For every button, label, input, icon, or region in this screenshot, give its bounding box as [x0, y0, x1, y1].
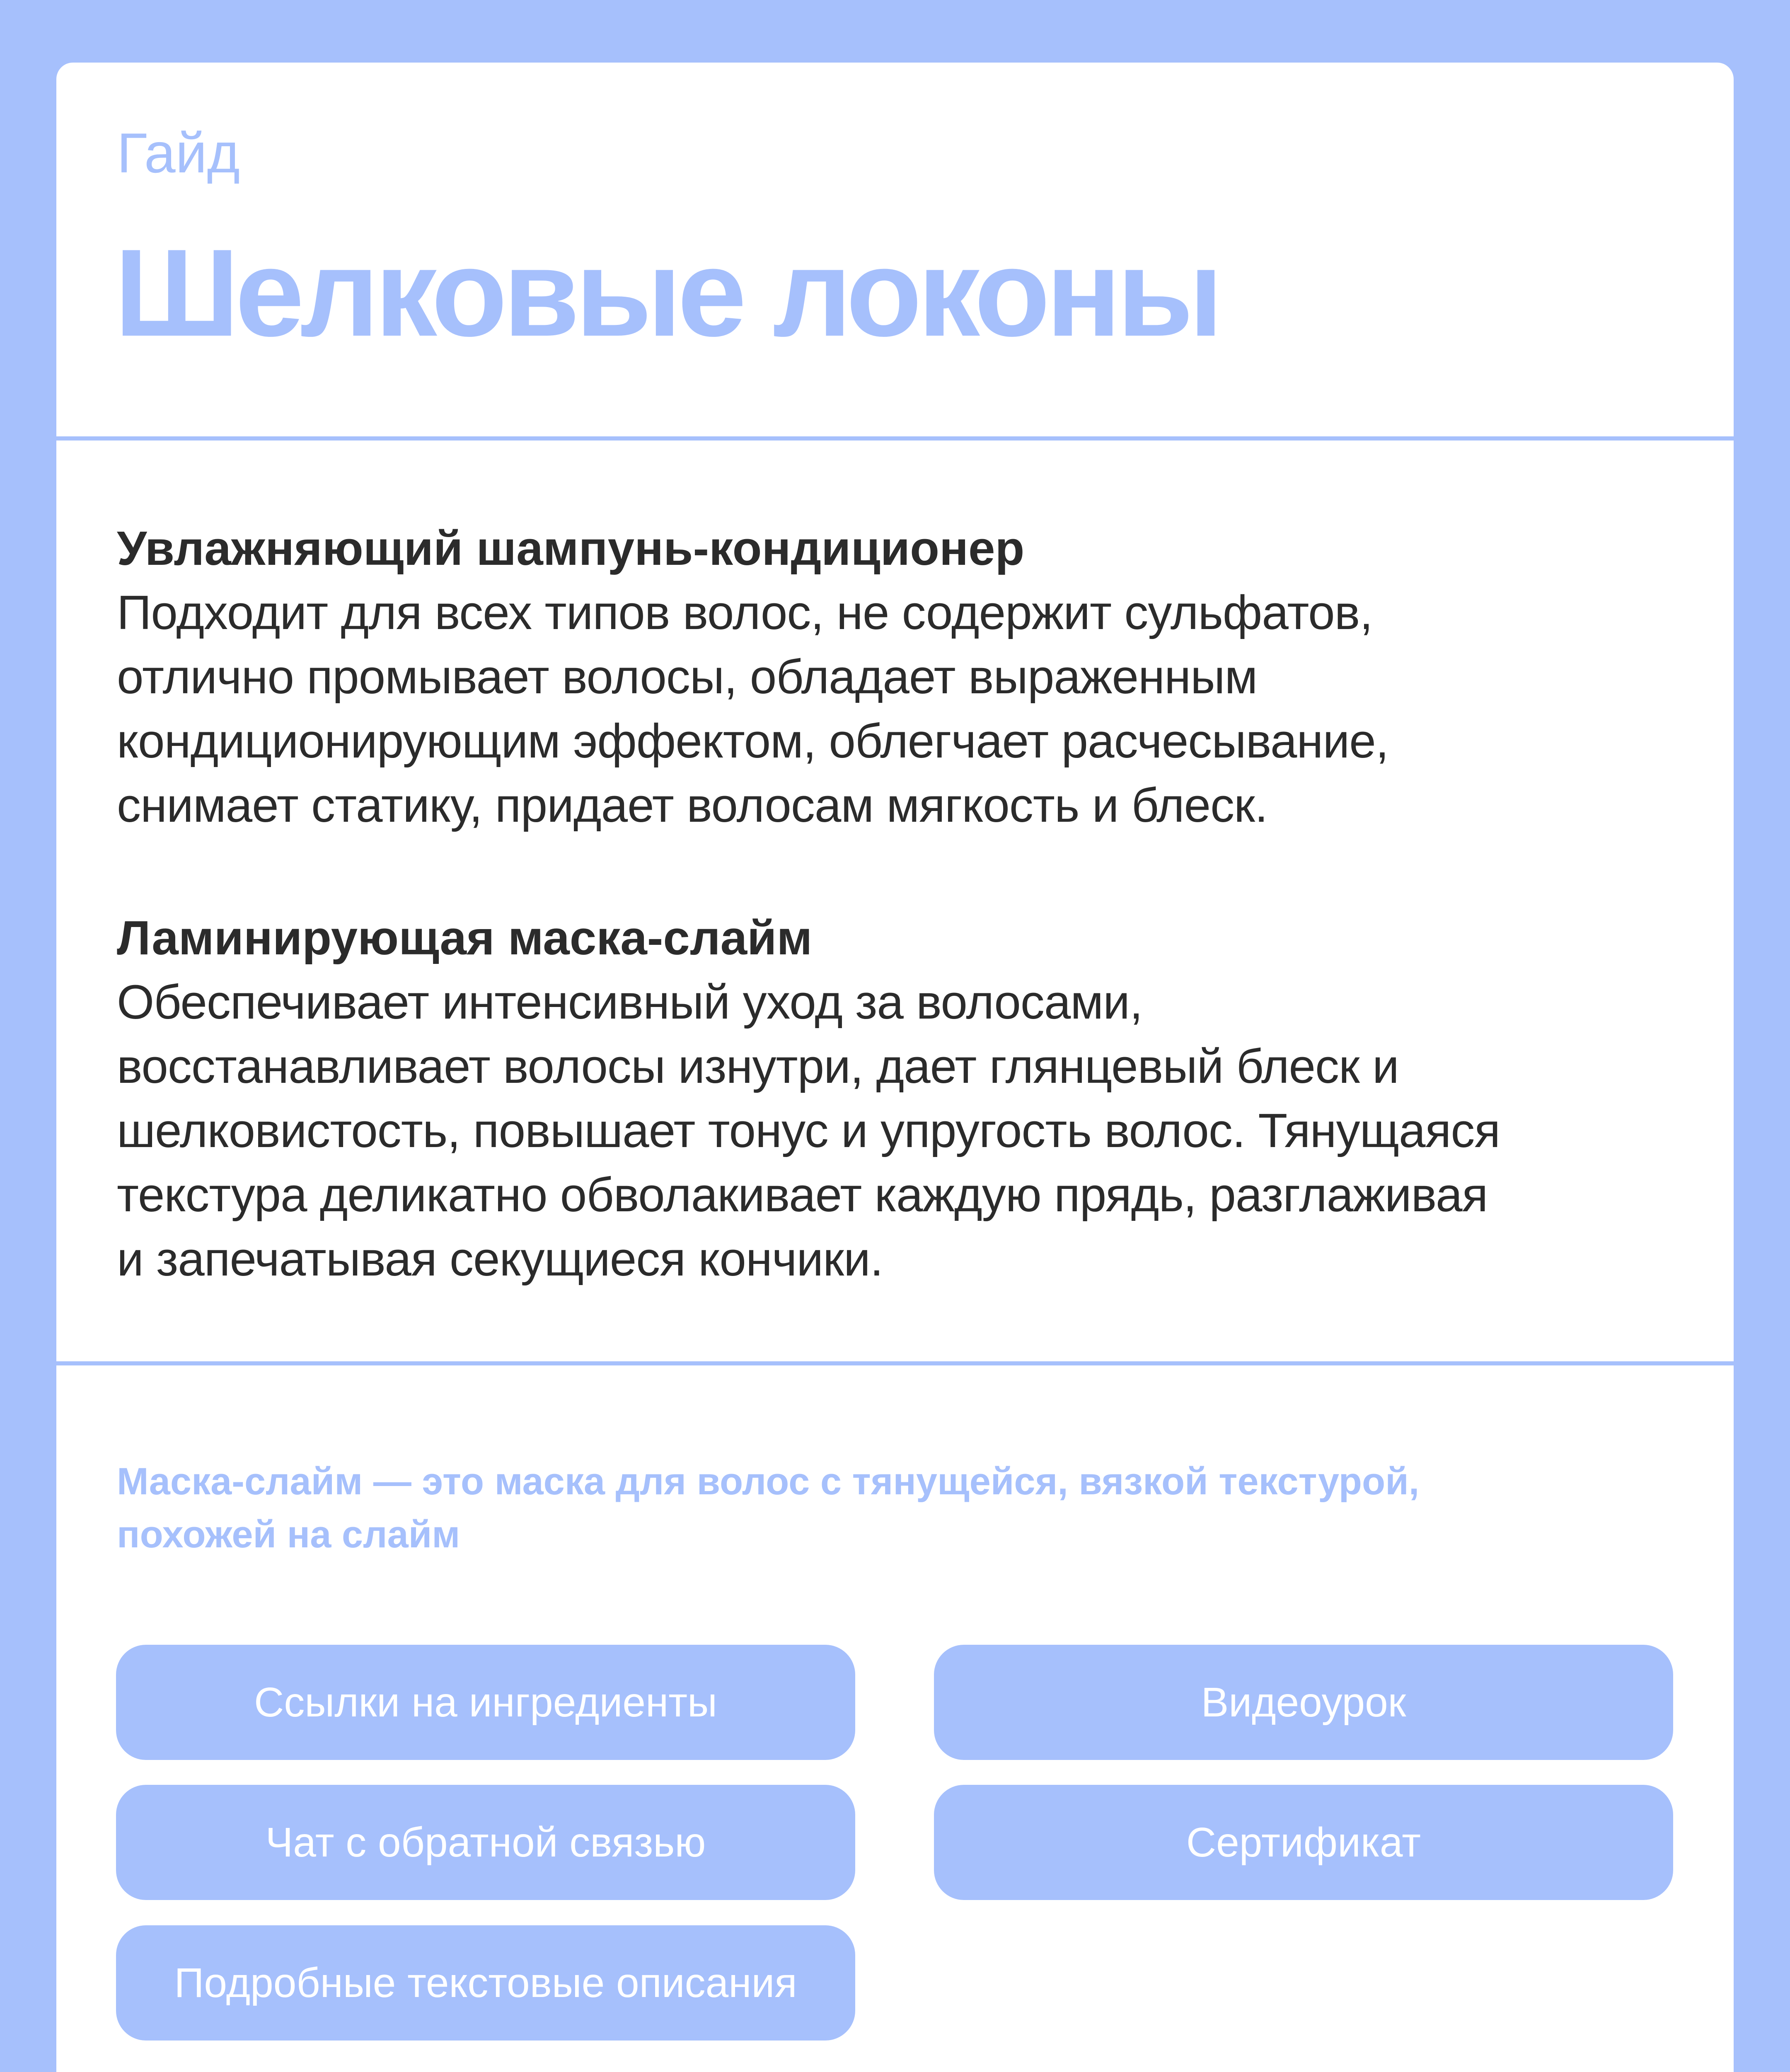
note-line: Маска-слайм — это маска для волос с тянущейся, вязкой текстурой, — [117, 1460, 1420, 1503]
page-title: Шелковые локоны — [114, 223, 1219, 362]
top-divider — [56, 436, 1734, 441]
product-description-line: восстанавливает волосы изнутри, дает глянцевый блеск и — [117, 1039, 1399, 1093]
ingredients-links-button[interactable]: Ссылки на ингредиенты — [116, 1645, 855, 1760]
text-descriptions-button[interactable]: Подробные текстовые описания — [116, 1925, 855, 2041]
feedback-chat-button[interactable]: Чат с обратной связью — [116, 1785, 855, 1900]
bottom-divider — [56, 1361, 1734, 1365]
certificate-button[interactable]: Сертификат — [934, 1785, 1673, 1900]
product-description-line: Подходит для всех типов волос, не содержит сульфатов, — [117, 586, 1373, 639]
note-line: похожей на слайм — [117, 1513, 460, 1556]
product-heading: Увлажняющий шампунь-кондиционер — [117, 521, 1025, 575]
product-description-line: и запечатывая секущиеся кончики. — [117, 1232, 883, 1286]
product-description-line: снимает статику, придает волосам мягкость и блеск. — [117, 778, 1268, 832]
product-section-mask — [117, 906, 1708, 1291]
product-heading: Ламинирующая маска-слайм — [117, 911, 813, 965]
product-description-line: кондиционирующим эффектом, облегчает расчесывание, — [117, 714, 1389, 768]
product-description-line: текстура деликатно обволакивает каждую прядь, разглаживая — [117, 1168, 1488, 1222]
product-description-line: шелковистость, повышает тонус и упругость волос. Тянущаяся — [117, 1104, 1500, 1157]
slime-mask-note — [117, 1455, 1650, 1561]
product-section-shampoo — [117, 516, 1708, 838]
video-lesson-button[interactable]: Видеоурок — [934, 1645, 1673, 1760]
product-description-line: отлично промывает волосы, обладает выраженным — [117, 650, 1258, 704]
product-description-line: Обеспечивает интенсивный уход за волосами, — [117, 975, 1143, 1029]
guide-label: Гайд — [117, 121, 240, 184]
guide-card — [56, 63, 1734, 2072]
